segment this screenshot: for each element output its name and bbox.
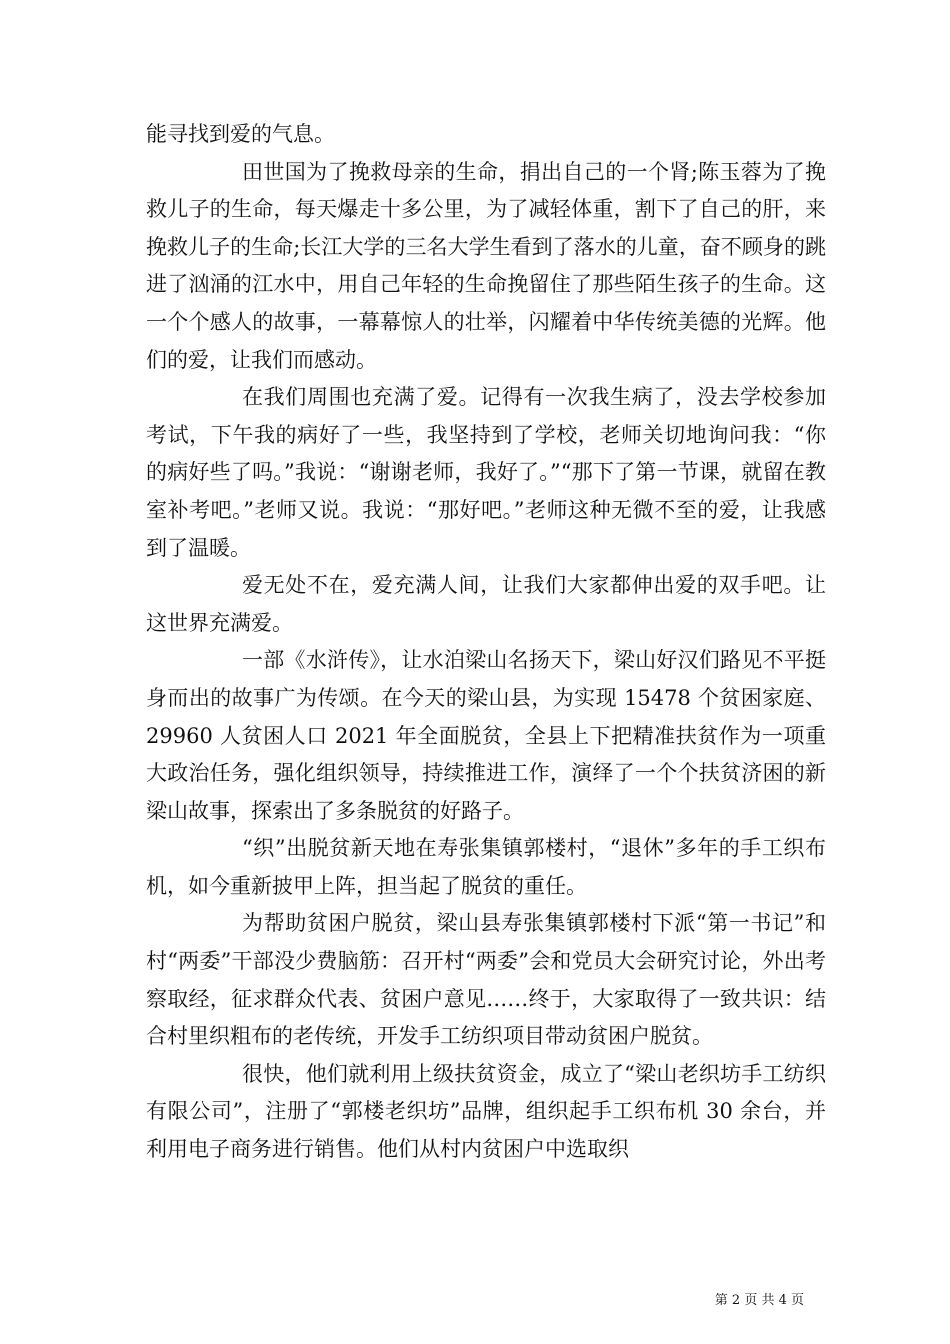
paragraph-poverty-plan: 为帮助贫困户脱贫，梁山县寿张集镇郭楼村下派“第一书记”和村“两委”干部没少费脑筋：召开村“两委”会和党员大会研究讨论，外出考察取经，征求群众代表、贫困户意见……终于，大家取得了一致共识：结合村里织粗布的老传统，开发手工纺织项目带动贫困户脱贫。 [146, 911, 826, 1049]
body-text [146, 116, 826, 1169]
paragraph-liangshan-intro: 一部《水浒传》，让水泊梁山名扬天下，梁山好汉们路见不平挺身而出的故事广为传颂。在今天的梁山县，为实现 15478 个贫困家庭、29960 人贫困人口 2021 年全面脱贫，全县上下把精准扶贫作为一项重大政治任务，强化组织领导，持续推进工作，演绎了一个个扶贫济困的新梁山故事，探索出了多条脱贫的好路子。 [146, 648, 826, 823]
paragraph-love-stories: 田世国为了挽救母亲的生命，捐出自己的一个肾;陈玉蓉为了挽救儿子的生命，每天爆走十多公里，为了减轻体重，割下了自己的肝，来挽救儿子的生命;长江大学的三名大学生看到了落水的儿童，奋不顾身的跳进了汹涌的江水中，用自己年轻的生命挽留住了那些陌生孩子的生命。这一个个感人的故事，一幕幕惊人的壮举，闪耀着中华传统美德的光辉。他们的爱，让我们而感动。 [146, 159, 826, 372]
paragraph-love-everywhere: 爱无处不在，爱充满人间，让我们大家都伸出爱的双手吧。让这世界充满爱。 [146, 573, 826, 635]
paragraph-continuation: 能寻找到爱的气息。 [146, 122, 335, 146]
page-number-footer: 第 2 页 共 4 页 [714, 1293, 804, 1308]
paragraph-weaving-village: “织”出脱贫新天地在寿张集镇郭楼村，“退休”多年的手工织布机，如今重新披甲上阵，担当起了脱贫的重任。 [146, 836, 826, 898]
paragraph-weaving-company: 很快，他们就利用上级扶贫资金，成立了“梁山老织坊手工纺织有限公司”，注册了“郭楼老织坊”品牌，组织起手工织布机 30 余台，并利用电子商务进行销售。他们从村内贫困户中选取织 [146, 1061, 826, 1162]
paragraph-teacher-care: 在我们周围也充满了爱。记得有一次我生病了，没去学校参加考试，下午我的病好了一些，我坚持到了学校，老师关切地询问我：“你的病好些了吗。”我说：“谢谢老师，我好了。”“那下了第一节课，就留在教室补考吧。”老师又说。我说：“那好吧。”老师这种无微不至的爱，让我感到了温暖。 [146, 385, 826, 560]
